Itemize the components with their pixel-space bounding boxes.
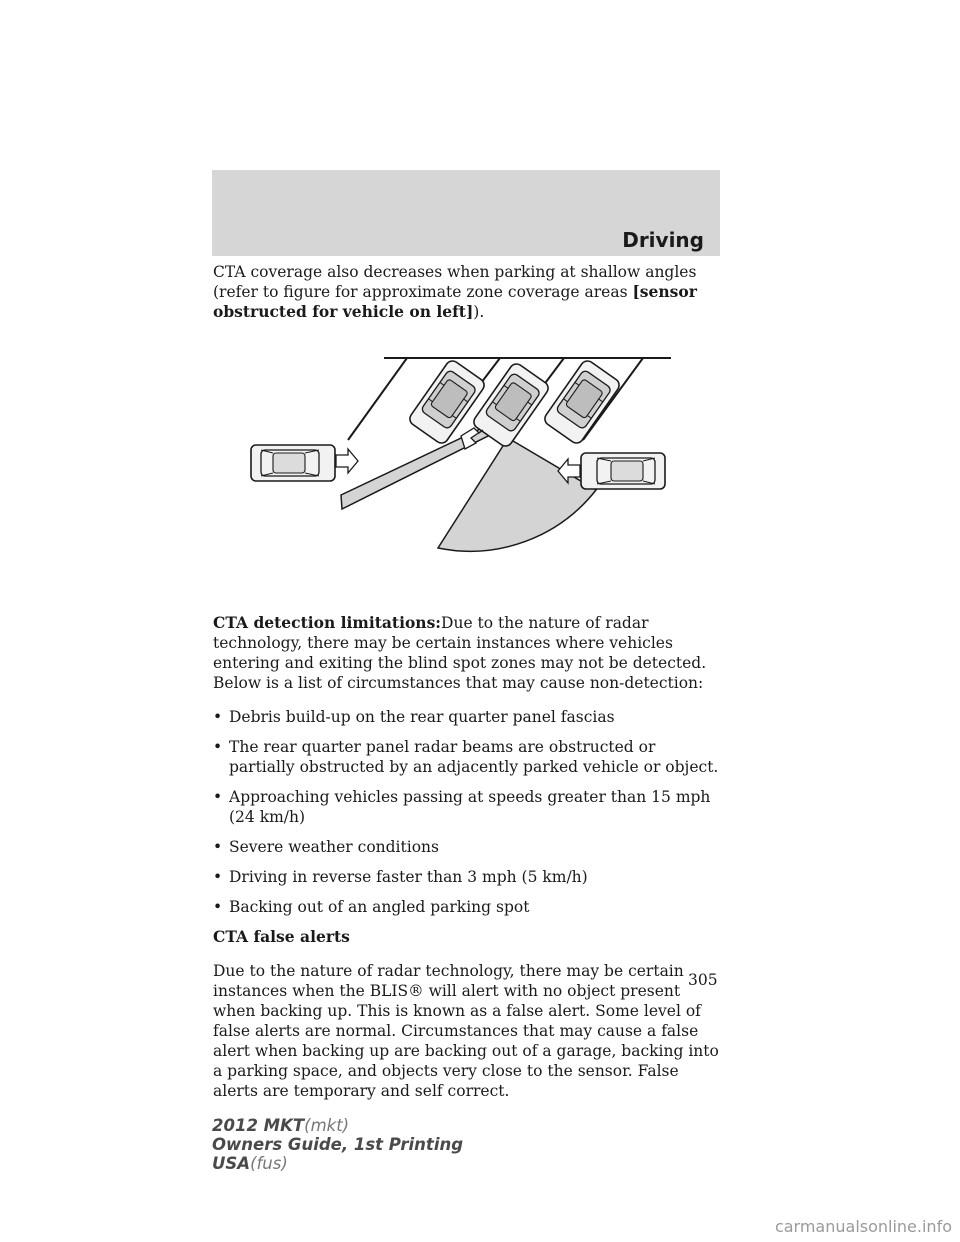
page-content xyxy=(213,262,723,1115)
header-band xyxy=(212,170,720,256)
section-title: Driving xyxy=(622,228,704,252)
false-alerts-heading: CTA false alerts xyxy=(213,927,350,946)
intro-bold: [sensor obstructed for vehicle on left] xyxy=(213,282,697,321)
list-item: • Approaching vehicles passing at speeds greater than 15 mph (24 km/h) xyxy=(213,787,723,827)
intro-paragraph xyxy=(213,262,723,322)
list-item: • The rear quarter panel radar beams are obstructed or partially obstructed by an adjacently parked vehicle or object. xyxy=(213,737,723,777)
footer-model: 2012 MKT xyxy=(212,1116,305,1135)
footer-market-code: (fus) xyxy=(250,1154,288,1173)
watermark: carmanualsonline.info xyxy=(774,1217,952,1236)
footer-edition: Owners Guide, 1st Printing xyxy=(212,1135,464,1154)
print-footer xyxy=(212,1116,463,1173)
footer-market: USA xyxy=(212,1154,251,1173)
radar-coverage-zone xyxy=(438,438,596,551)
list-item: • Severe weather conditions xyxy=(213,837,723,857)
approach-arrow-right xyxy=(336,449,358,473)
intro-tail: ). xyxy=(473,303,485,321)
approaching-car-left xyxy=(251,445,335,481)
approaching-car-right xyxy=(581,453,665,489)
limitations-label: CTA detection limitations: xyxy=(213,613,442,632)
intro-text: CTA coverage also decreases when parking at shallow angles (refer to figure for approximate zone coverage areas xyxy=(213,263,697,301)
list-item: • Driving in reverse faster than 3 mph (5 km/h) xyxy=(213,867,723,887)
false-alerts-paragraph: Due to the nature of radar technology, there may be certain instances when the BLIS® will alert with no object present when backing up. This is known as a false alert. Some level of false alerts are normal. Circumstances that may cause a false alert when backing up are backing out of a garage, backing into a parking space, and objects very close to the sensor. False alerts are temporary and self correct. xyxy=(213,962,719,1100)
footer-model-code: (mkt) xyxy=(304,1116,350,1135)
limitations-list xyxy=(213,707,723,917)
page-number: 305 xyxy=(688,971,718,989)
cta-coverage-figure xyxy=(211,350,721,590)
list-item: • Debris build-up on the rear quarter panel fascias xyxy=(213,707,723,727)
limitations-text: Due to the nature of radar technology, there may be certain instances where vehicles entering and exiting the blind spot zones may not be detected. Below is a list of circumstances that may cause non-detection: xyxy=(213,614,707,692)
limitations-paragraph xyxy=(213,613,723,693)
list-item: • Backing out of an angled parking spot xyxy=(213,897,723,917)
